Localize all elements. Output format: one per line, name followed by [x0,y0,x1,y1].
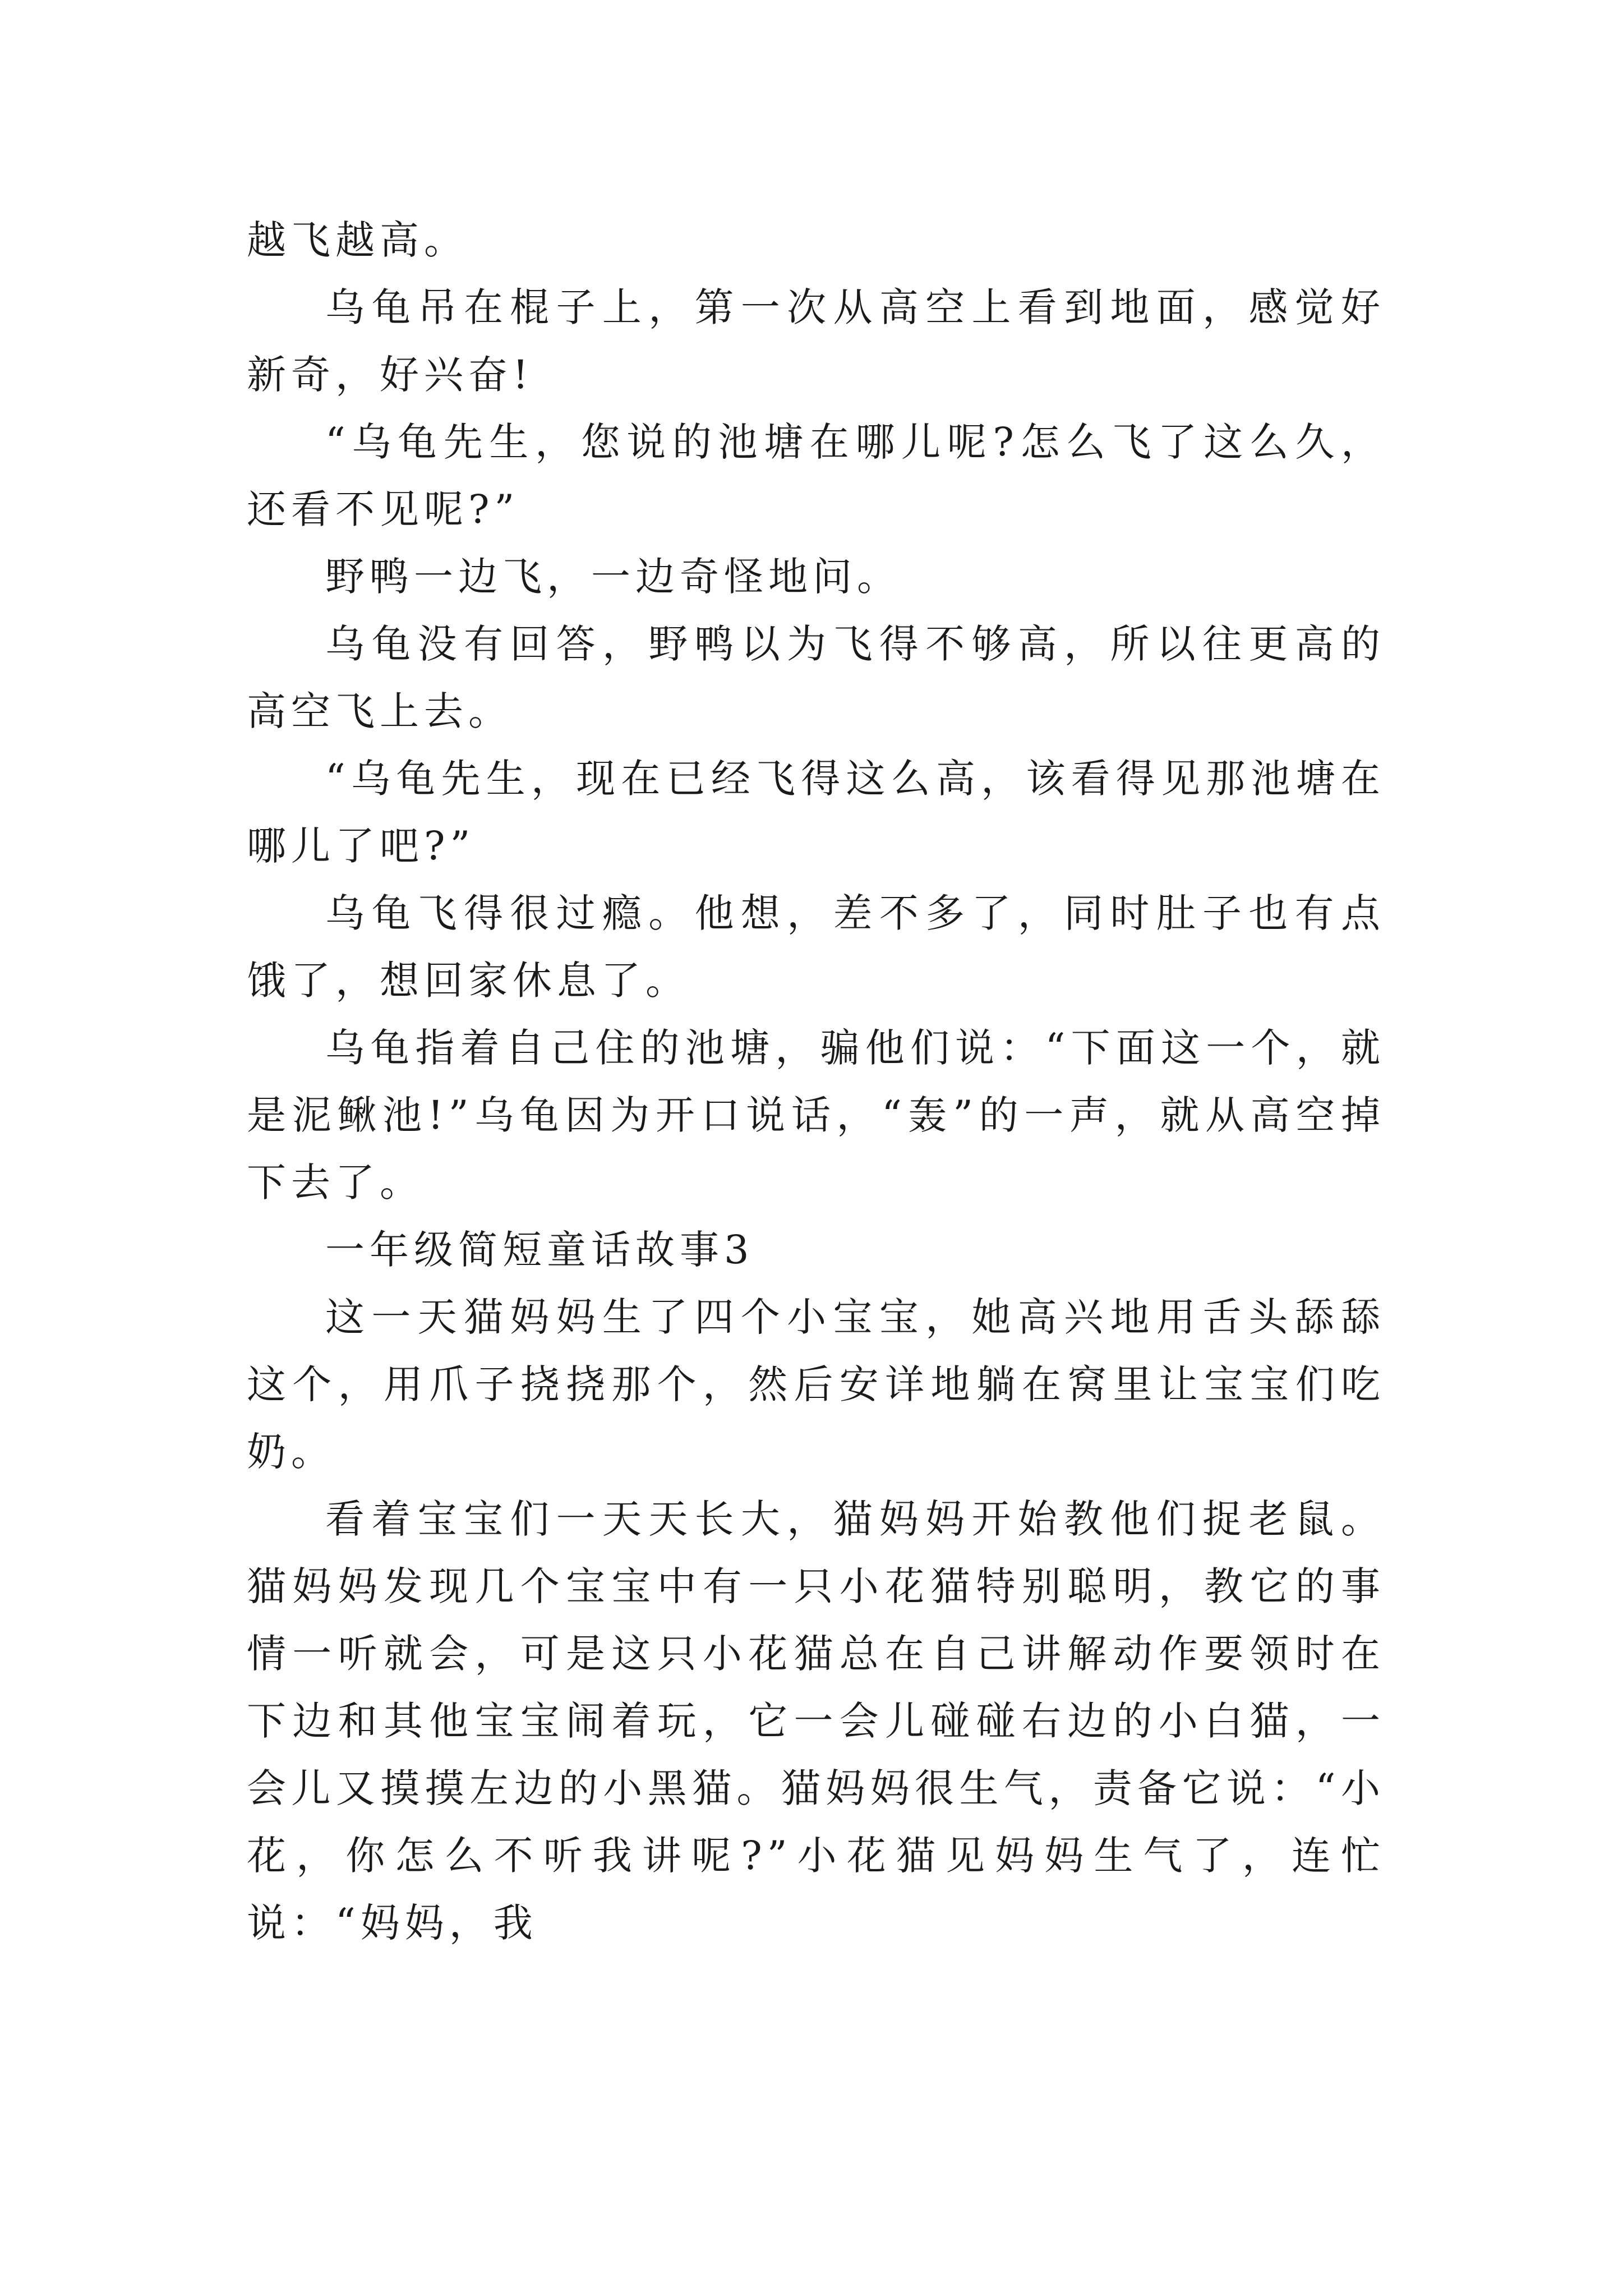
paragraph: 乌龟没有回答，野鸭以为飞得不够高，所以往更高的高空飞上去。 [247,621,1385,734]
paragraph: 乌龟指着自己住的池塘，骗他们说：“下面这一个，就是泥鳅池!”乌龟因为开口说话，“轰”的一声，就从高空掉下去了。 [247,1025,1385,1205]
paragraph-continuation: 越飞越高。 [247,217,468,263]
paragraph-dialogue: “乌龟先生，现在已经飞得这么高，该看得见那池塘在哪儿了吧?” [247,756,1385,869]
paragraph-dialogue: “乌龟先生，您说的池塘在哪儿呢?怎么飞了这么久，还看不见呢?” [247,419,1385,532]
paragraph: 看着宝宝们一天天长大，猫妈妈开始教他们捉老鼠。猫妈妈发现几个宝宝中有一只小花猫特别聪明，教它的事情一听就会，可是这只小花猫总在自己讲解动作要领时在下边和其他宝宝闹着玩，它一会儿碰碰右边的小白猫，一会儿又摸摸左边的小黑猫。猫妈妈很生气，责备它说：“小花，你怎么不听我讲呢?”小花猫见妈妈生气了，连忙说：“妈妈，我 [247,1496,1385,1946]
section-heading: 一年级简短童话故事3 [325,1227,754,1273]
document-body [247,206,1385,1957]
paragraph: 这一天猫妈妈生了四个小宝宝，她高兴地用舌头舔舔这个，用爪子挠挠那个，然后安详地躺在窝里让宝宝们吃奶。 [247,1294,1385,1475]
paragraph: 乌龟吊在棍子上，第一次从高空上看到地面，感觉好新奇，好兴奋! [247,284,1385,398]
paragraph: 乌龟飞得很过瘾。他想，差不多了，同时肚子也有点饿了，想回家休息了。 [247,890,1385,1004]
paragraph: 野鸭一边飞，一边奇怪地问。 [325,554,901,600]
